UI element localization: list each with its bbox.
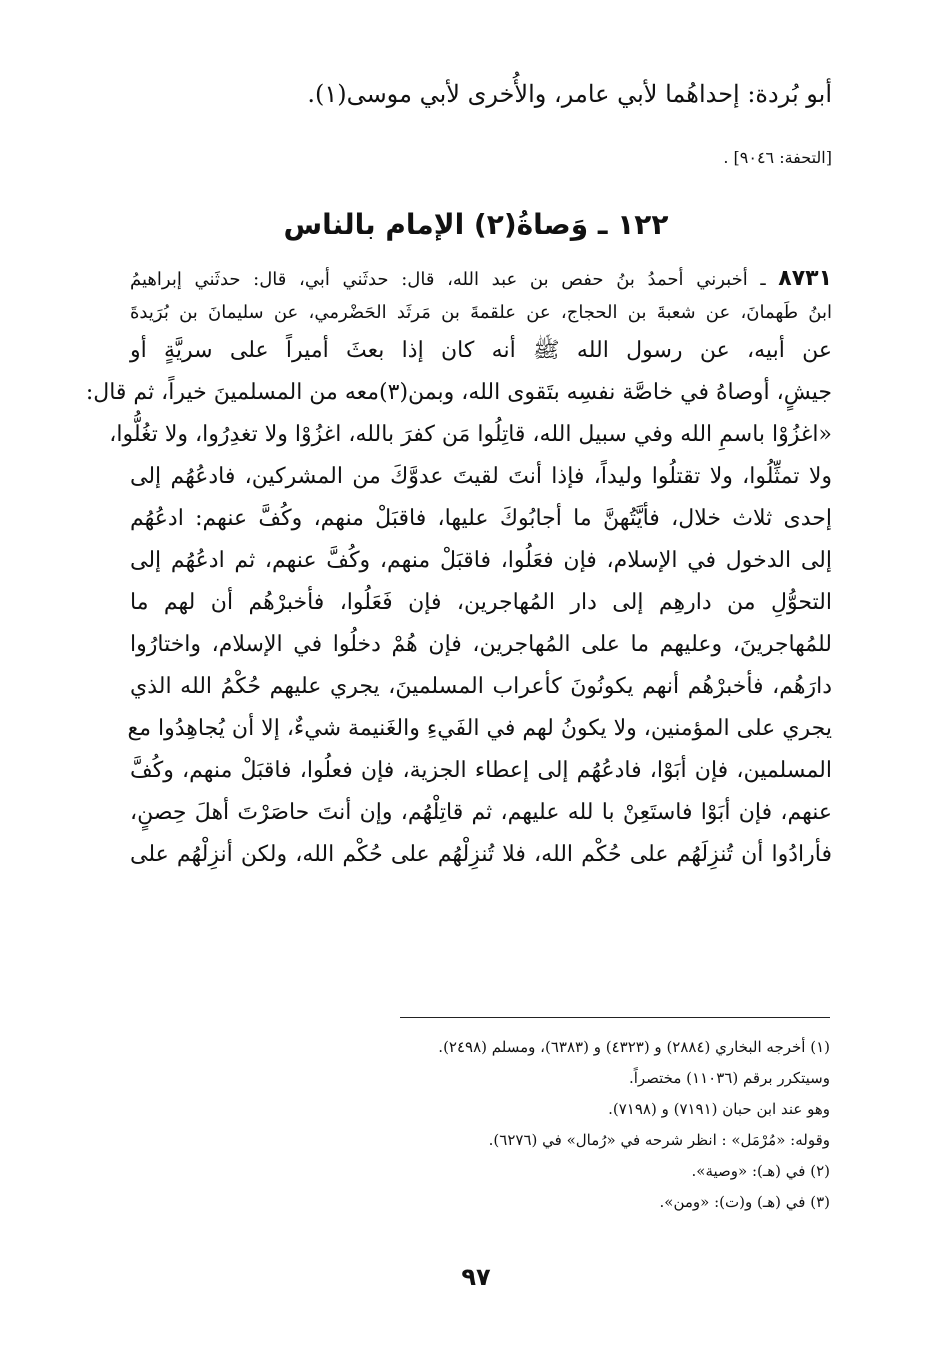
hadith-line-text: ـ أخبرني أحمدُ بنُ حفص بن عبد الله، قال: حدثَني أبي، قال: حدثَني إبراهيمُ <box>130 269 766 290</box>
tuhfa-reference: [التحفة: ٩٠٤٦] . <box>723 148 832 167</box>
footnote-line: وقوله: «مُرْمَل» : انظر شرحه في «رُمال» في (٦٢٧٦). <box>488 1131 830 1149</box>
hadith-line: ابنُ طَهمانَ، عن شعبةَ بن الحجاج، عن علقمةَ بن مَرثَد الحَضْرمي، عن سليمانَ بن بُرَيدةَ <box>130 302 832 323</box>
footnote-line: (٣) في (هـ) و(ت): «ومن». <box>659 1193 830 1211</box>
hadith-line: للمُهاجرينَ، وعليهم ما على المُهاجرين، فإن هُمْ دخلُوا في الإسلام، واختارُوا <box>130 632 832 657</box>
footnote-line: (١) أخرجه البخاري (٢٨٨٤) و (٤٣٢٣) و (٦٣٨٣)، ومسلم (٢٤٩٨). <box>438 1038 830 1056</box>
hadith-line <box>130 262 832 296</box>
footnote-divider <box>400 1017 830 1018</box>
hadith-line: المسلمين، فإن أبَوْا، فادعُهُم إلى إعطاء الجزية، فإن فعلُوا، فاقبَلْ منهم، وكُفَّ <box>130 758 832 783</box>
hadith-line: إلى الدخول في الإسلام، فإن فعَلُوا، فاقبَلْ منهم، وكُفَّ عنهم، ثم ادعُهُم إلى <box>130 548 832 573</box>
footnote-line: وهو عند ابن حبان (٧١٩١) و (٧١٩٨). <box>608 1100 830 1118</box>
continued-text-line: أبو بُردة: إحداهُما لأبي عامر، والأُخرى لأبي موسى(١). <box>307 80 832 108</box>
hadith-line: عنهم، فإن أبَوْا فاستَعِنْ با لله عليهم، ثم قاتِلْهُم، وإن أنتَ حاصَرْتَ أهلَ حِصنٍ، <box>130 800 832 825</box>
hadith-line: جيشٍ، أوصاهُ في خاصَّة نفسِه بتَقوى الله، وبمن(٣)معه من المسلمينَ خيراً، ثم قال: <box>85 380 832 405</box>
hadith-line: فأرادُوا أن تُنزِلَهُم على حُكْم الله، فلا تُنزِلْهُم على حُكْم الله، ولكن أنزِلْهُم على <box>130 842 832 867</box>
hadith-number: ٨٧٣١ <box>778 266 832 291</box>
hadith-line: التحوُّلِ من دارهِم إلى دار المُهاجرين، فإن فَعَلُوا، فأخبرْهُم أن لهم ما <box>130 590 832 615</box>
hadith-line: إحدى ثلاث خلال، فأيَّتُهنَّ ما أجابُوكَ عليها، فاقبَلْ منهم، وكُفَّ عنهم: ادعُهُم <box>130 506 832 531</box>
footnotes <box>120 1032 830 1218</box>
hadith-line: دارَهُم، فأخبرْهُم أنهم يكونُونَ كأعراب المسلمينَ، يجري عليهم حُكْمُ الله الذي <box>130 674 832 699</box>
hadith-line: يجري على المؤمنين، ولا يكونُ لهم في الفَيءِ والغَنيمة شيءٌ، إلا أن يُجاهِدُوا مع <box>127 716 832 741</box>
footnote-line: وسيتكرر برقم (١١٠٣٦) مختصراً. <box>628 1069 830 1087</box>
hadith-line: «اغزُوْا باسمِ الله وفي سبيل الله، قاتِلُوا مَن كفرَ بالله، اغزُوْا ولا تغدِرُوا، ولا تغُلُّوا، <box>109 422 832 447</box>
hadith-line: عن أبيه، عن رسول الله ﷺ أنه كان إذا بعثَ أميراً على سريَّةٍ أو <box>130 338 832 363</box>
chapter-heading: ١٢٢ ـ وَصاةُ(٢) الإمام بالناس <box>283 208 669 241</box>
page-number: ٩٧ <box>461 1263 491 1291</box>
footnote-line: (٢) في (هـ): «وصية». <box>691 1162 830 1180</box>
hadith-body <box>85 262 832 876</box>
hadith-line: ولا تمثِّلُوا، ولا تقتلُوا وليداً، فإذا أنتَ لقيتَ عدوَّكَ من المشركين، فادعُهُم إلى <box>130 464 832 489</box>
